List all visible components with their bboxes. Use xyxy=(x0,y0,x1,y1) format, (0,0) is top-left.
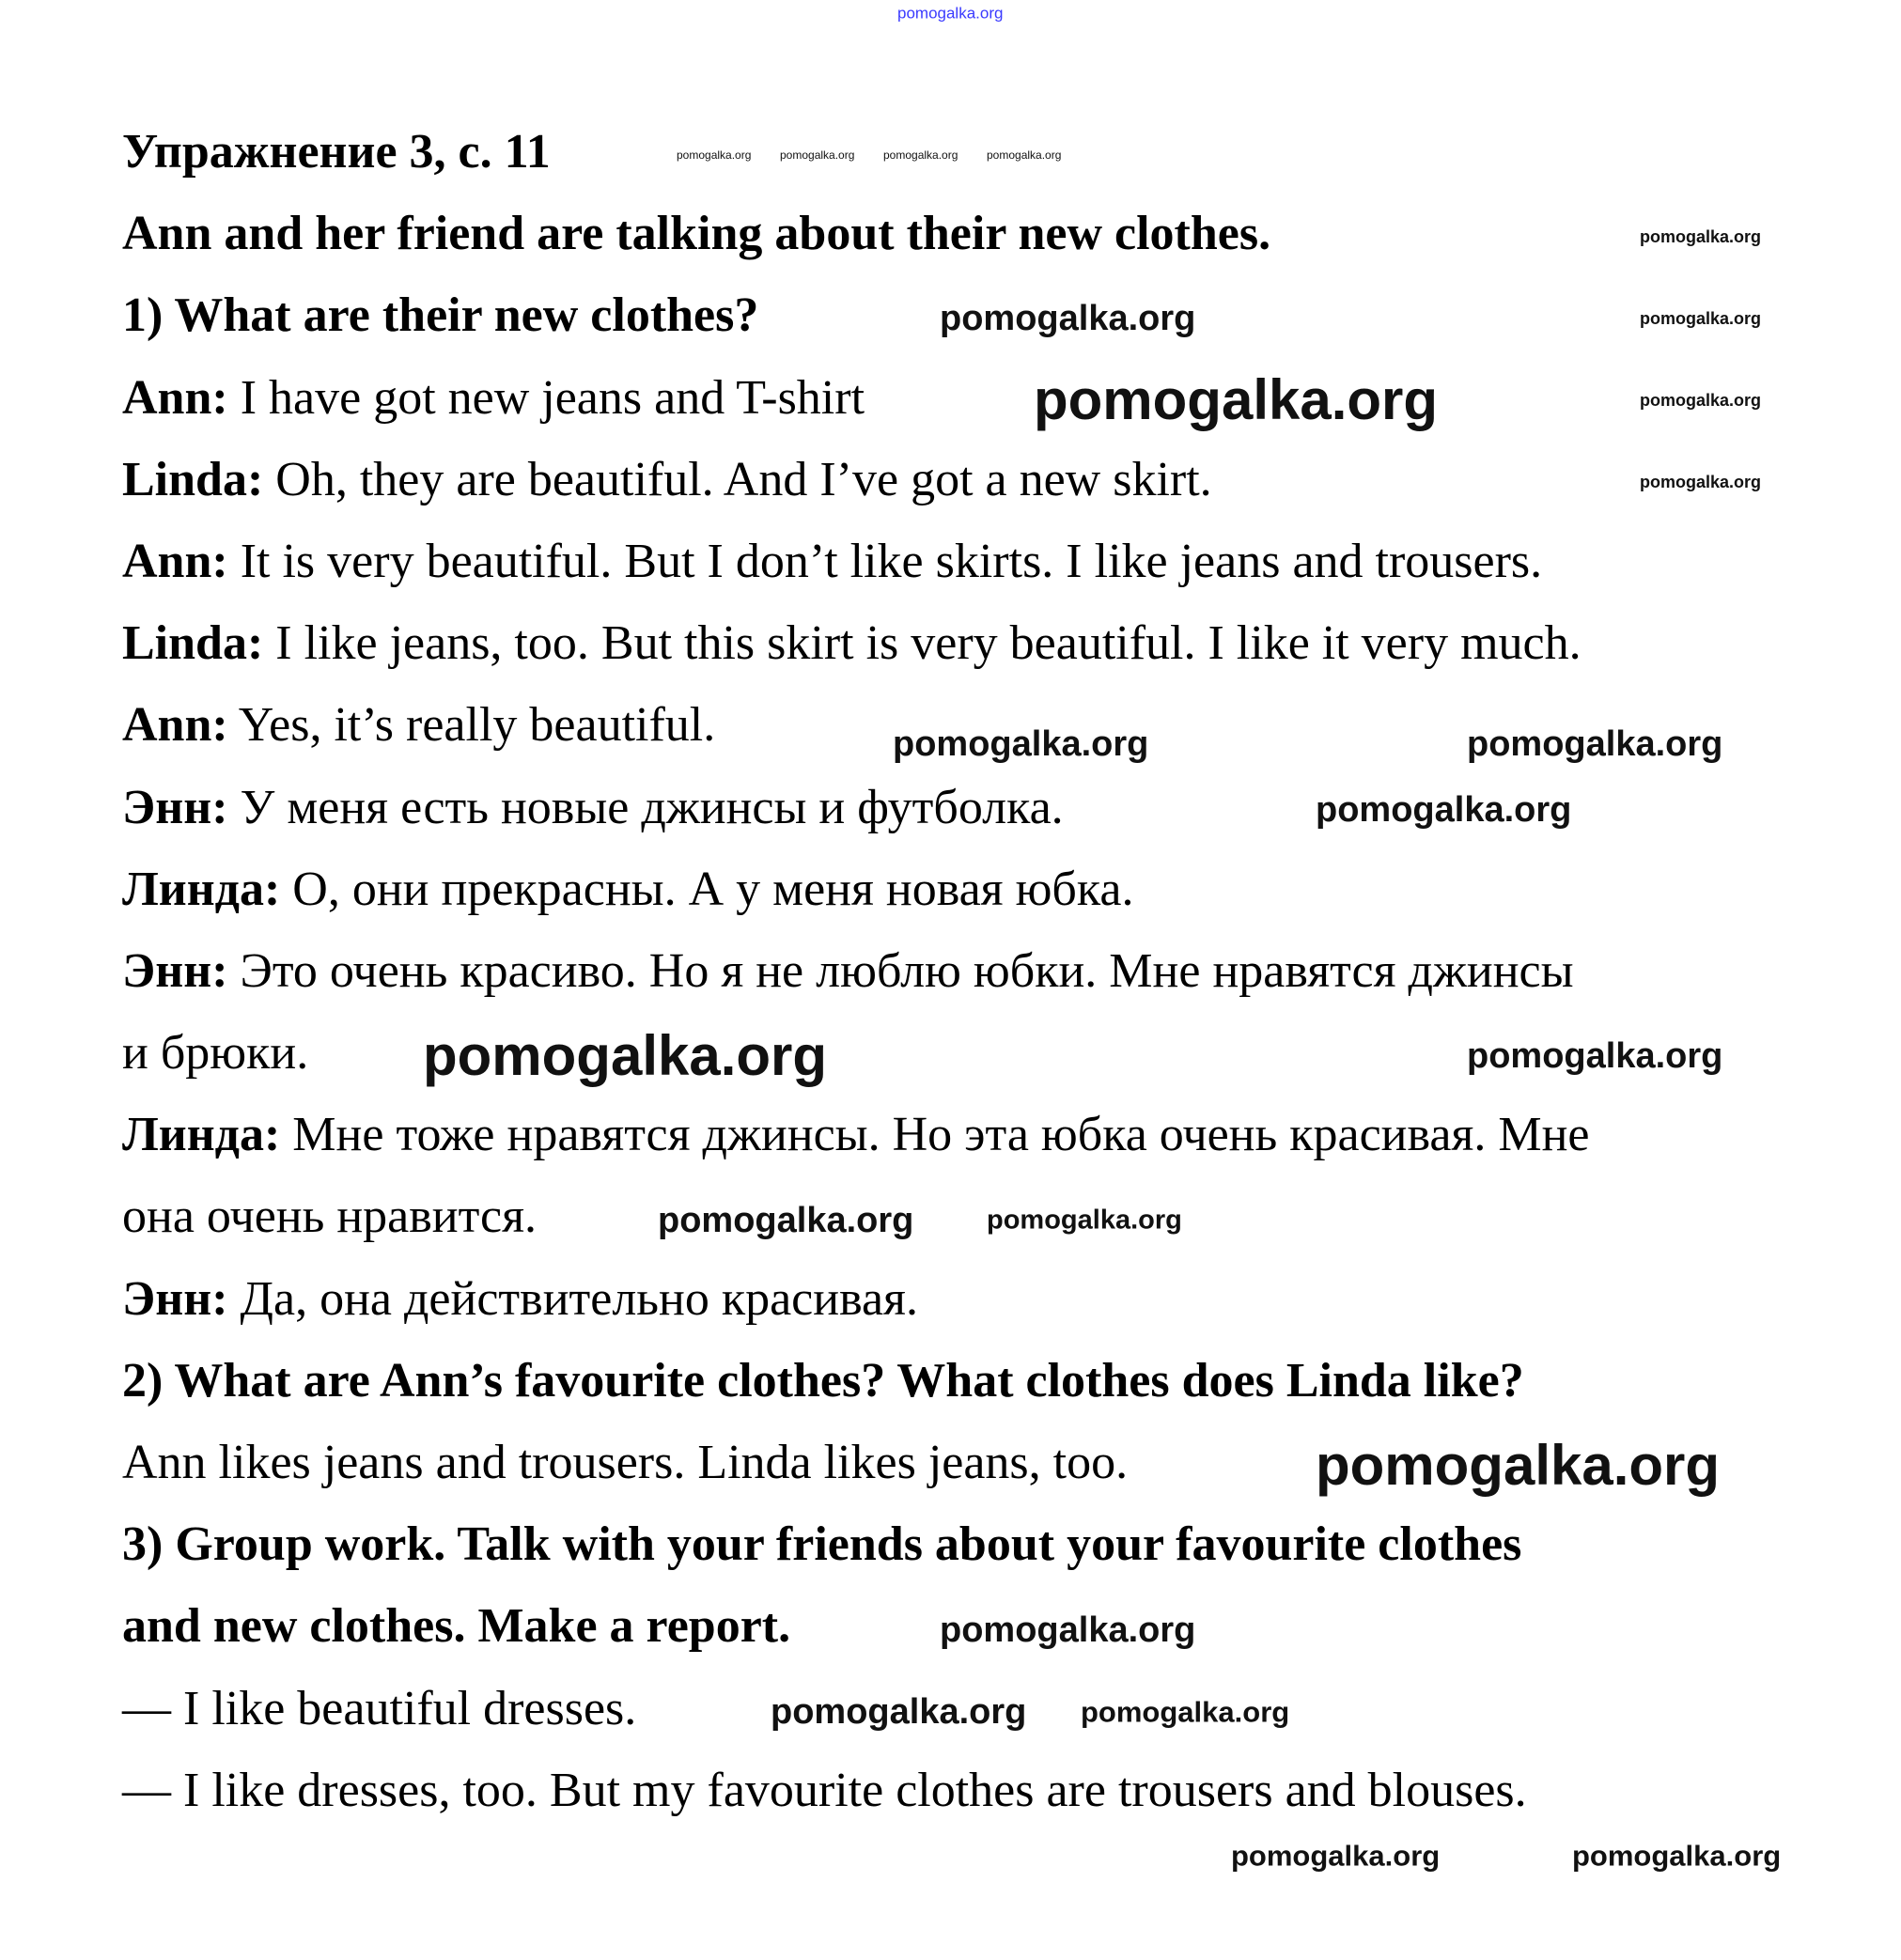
text-line xyxy=(122,1094,1589,1175)
watermark: pomogalka.org xyxy=(940,299,1196,338)
watermark: pomogalka.org xyxy=(423,1024,828,1087)
text-line xyxy=(122,1012,308,1094)
line-text: 3) Group work. Talk with your friends about your favourite clothes xyxy=(122,1517,1522,1572)
line-text: Ann likes jeans and trousers. Linda likes jeans, too. xyxy=(122,1436,1129,1489)
watermark: pomogalka.org xyxy=(658,1201,914,1240)
heading-line xyxy=(122,111,551,193)
watermark: pomogalka.org xyxy=(771,1692,1027,1732)
watermark: pomogalka.org xyxy=(1640,309,1762,328)
text-line xyxy=(122,439,1212,521)
watermark: pomogalka.org xyxy=(940,1610,1196,1650)
speaker-label: Линда: xyxy=(122,1108,281,1162)
speaker-label: Linda: xyxy=(122,452,264,506)
text-line xyxy=(122,357,865,439)
line-text: Мне тоже нравятся джинсы. Но эта юбка очень красивая. Мне xyxy=(280,1108,1590,1162)
text-line xyxy=(122,1750,1527,1831)
line-text: Yes, it’s really beautiful. xyxy=(227,698,716,753)
watermark: pomogalka.org xyxy=(1640,473,1762,491)
heading-line xyxy=(122,1503,1521,1585)
text-line xyxy=(122,848,1133,930)
site-header-link[interactable]: pomogalka.org xyxy=(897,4,1004,23)
watermark: pomogalka.org xyxy=(1034,368,1439,431)
text-line xyxy=(122,684,715,766)
watermark: pomogalka.org xyxy=(1316,790,1572,830)
heading-line xyxy=(122,1585,790,1667)
watermark: pomogalka.org xyxy=(987,148,1062,162)
text-line xyxy=(122,1668,636,1750)
speaker-label: Энн: xyxy=(122,943,228,998)
line-text: Да, она действительно красивая. xyxy=(227,1271,918,1326)
line-text: I have got new jeans and T-shirt xyxy=(227,370,865,425)
line-text: I like jeans, too. But this skirt is very beautiful. I like it very much. xyxy=(263,616,1582,671)
heading-line xyxy=(122,274,758,356)
text-line xyxy=(122,767,1064,848)
watermark: pomogalka.org xyxy=(1640,391,1762,410)
watermark: pomogalka.org xyxy=(893,724,1149,764)
line-text: У меня есть новые джинсы и футболка. xyxy=(227,780,1064,834)
line-text: 1) What are their new clothes? xyxy=(122,288,759,343)
watermark: pomogalka.org xyxy=(1467,724,1723,764)
heading-line xyxy=(122,193,1270,274)
watermark: pomogalka.org xyxy=(883,148,958,162)
heading-line xyxy=(122,1340,1524,1422)
speaker-label: Ann: xyxy=(122,534,228,588)
line-text: It is very beautiful. But I don’t like skirts. I like jeans and trousers. xyxy=(227,534,1543,588)
watermark: pomogalka.org xyxy=(1316,1434,1721,1497)
text-line xyxy=(122,1175,537,1257)
speaker-label: Ann: xyxy=(122,698,228,753)
text-line xyxy=(122,1422,1128,1503)
line-text: 2) What are Ann’s favourite clothes? What clothes does Linda like? xyxy=(122,1353,1524,1408)
line-text: Упражнение 3, с. 11 xyxy=(122,125,551,179)
speaker-label: Энн: xyxy=(122,780,228,834)
watermark: pomogalka.org xyxy=(1467,1036,1723,1076)
line-text: О, они прекрасны. А у меня новая юбка. xyxy=(280,862,1134,916)
watermark: pomogalka.org xyxy=(1572,1839,1782,1873)
speaker-label: Linda: xyxy=(122,616,264,671)
watermark: pomogalka.org xyxy=(1231,1839,1441,1873)
line-text: — I like dresses, too. But my favourite clothes are trousers and blouses. xyxy=(122,1763,1527,1817)
text-line xyxy=(122,930,1574,1012)
speaker-label: Ann: xyxy=(122,370,228,425)
line-text: Это очень красиво. Но я не люблю юбки. Мне нравятся джинсы xyxy=(227,943,1574,998)
watermark: pomogalka.org xyxy=(1081,1695,1290,1729)
text-line xyxy=(122,1258,918,1340)
watermark: pomogalka.org xyxy=(1640,227,1762,246)
speaker-label: Энн: xyxy=(122,1271,228,1326)
text-line xyxy=(122,521,1542,602)
line-text: and new clothes. Make a report. xyxy=(122,1599,791,1654)
line-text: и брюки. xyxy=(122,1026,309,1081)
watermark: pomogalka.org xyxy=(987,1205,1182,1236)
speaker-label: Линда: xyxy=(122,862,281,916)
line-text: — I like beautiful dresses. xyxy=(122,1681,637,1735)
text-line xyxy=(122,602,1582,684)
watermark: pomogalka.org xyxy=(780,148,855,162)
line-text: Oh, they are beautiful. And I’ve got a new skirt. xyxy=(263,452,1212,506)
line-text: она очень нравится. xyxy=(122,1190,537,1244)
watermark: pomogalka.org xyxy=(677,148,752,162)
line-text: Ann and her friend are talking about their new clothes. xyxy=(122,207,1271,261)
